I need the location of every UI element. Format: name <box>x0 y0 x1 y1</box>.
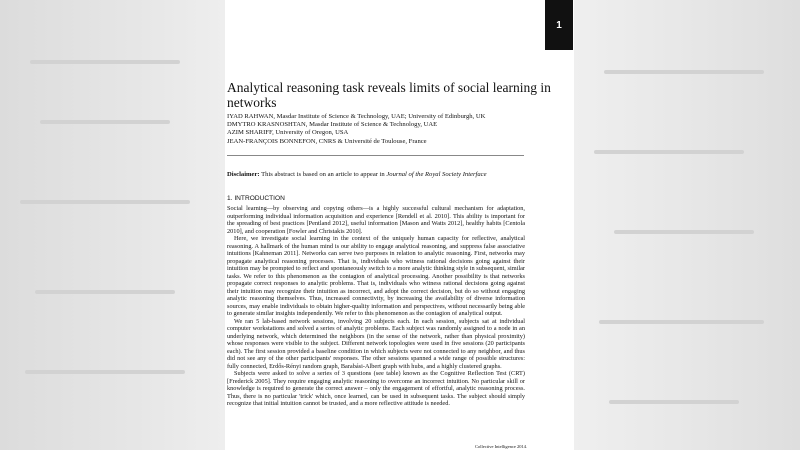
author-line: IYAD RAHWAN, Masdar Institute of Science & Technology, UAE; University of Edinburgh, UK <box>227 113 486 120</box>
author-line: DMYTRO KRASNOSHTAN, Masdar Institute of Science & Technology, UAE <box>227 121 438 129</box>
ghost-text-line <box>35 290 175 294</box>
page-footer: Collective Intelligence 2014. <box>475 444 528 449</box>
author-line: AZIM SHARIFF, University of Oregon, USA <box>227 129 349 137</box>
disclaimer <box>227 171 567 179</box>
ghost-text-line <box>614 230 754 234</box>
paragraph: We ran 5 lab-based network sessions, involving 20 subjects each. In each session, subjects sat at individual computer workstations and solved a series of analytic problems. Each subject was randomly assigned to a node in an underlying network, which determined the neighbors (in the sense of the network, rather than physical proximity) whose responses were visible to the subject. Different network topologies were used in five sessions (20 participants each). The first session provided a baseline condition in which subjects were not connected to any neighbor, and thus did not see any of the other participants' responses. The other sessions spanned a wide range of possible structures: fully connected, Erdős-Rényi random graph, Barabási-Albert graph with hubs, and a highly clustered graphs. <box>227 317 525 370</box>
ghost-text-line <box>20 200 190 204</box>
ghost-text-line <box>609 400 739 404</box>
section-heading: 1. INTRODUCTION <box>227 195 285 202</box>
page-number-badge: 1 <box>545 0 573 50</box>
body-text <box>227 205 525 408</box>
blurred-background-right <box>574 0 800 450</box>
author-list <box>227 113 567 146</box>
paragraph: Here, we investigate social learning in the context of the uniquely human capacity for reflective, analytical reasoning. A hallmark of the human mind is our ability to engage analytical reasoning, and suppress false associative intuitions [Kahneman 2011]. Networks can serve two purposes in relation to analytic reasoning. First, networks may propagate analytical reasoning processes. That is, individuals who witness rational decisions going against their intuition may be prompted to reflect and spontaneously switch to a more analytic thinking style in subsequent, similar tasks. We refer to this phenomenon as the contagion of analytical processing. Another possibility is that networks propagate correct responses to analytic problems. That is, individuals who witness rational decisions going against their intuition may recognize their intuition as incorrect, and adopt the correct decision, but do so without engaging analytic reasoning themselves. Thus, increased connectivity, by increasing the availability of diverse information sources, may enable individuals to obtain higher-quality information and perspectives, without necessarily being able to generate similar insights independently. We refer to this phenomenon as the contagion of analytical output. <box>227 235 525 317</box>
journal-name: Journal of the Royal Society Interface <box>386 171 487 178</box>
disclaimer-text: This abstract is based on an article to appear in <box>261 171 385 178</box>
paper-title: Analytical reasoning task reveals limits of social learning in networks <box>227 80 551 110</box>
paragraph: Subjects were asked to solve a series of 3 questions (see table) known as the Cognitive Reflection Test (CRT) [Frederick 2005]. They require engaging analytic reasoning to overcome an incorrect intuition. No particular skill or knowledge is required to generate the correct answer – only the engagement of effortful, analytic reasoning process. Thus, there is no particular 'trick' which, once learned, can be used in subsequent tasks. The subject should simply recognize that initial intuition cannot be trusted, and a more reflective attitude is needed. <box>227 370 525 407</box>
author-line: JEAN-FRANÇOIS BONNEFON, CNRS & Université de Toulouse, France <box>227 137 427 145</box>
ghost-text-line <box>40 120 170 124</box>
ghost-text-line <box>30 60 180 64</box>
document-page <box>225 0 574 450</box>
divider <box>227 155 524 156</box>
blurred-background-left <box>0 0 225 450</box>
ghost-text-line <box>604 70 764 74</box>
ghost-text-line <box>599 320 764 324</box>
disclaimer-label: Disclaimer: <box>227 171 260 178</box>
ghost-text-line <box>25 370 185 374</box>
ghost-text-line <box>594 150 744 154</box>
paragraph: Social learning—by observing and copying others—is a highly successful cultural mechanism for adaptation, outperforming individual information acquisition and experience [Rendell et al. 2010]. This ability is important for the spreading of best practices [Pentland 2012], useful information [Mason and Watts 2012], healthy habits [Centola 2010], and cooperation [Fowler and Christakis 2010]. <box>227 205 525 235</box>
